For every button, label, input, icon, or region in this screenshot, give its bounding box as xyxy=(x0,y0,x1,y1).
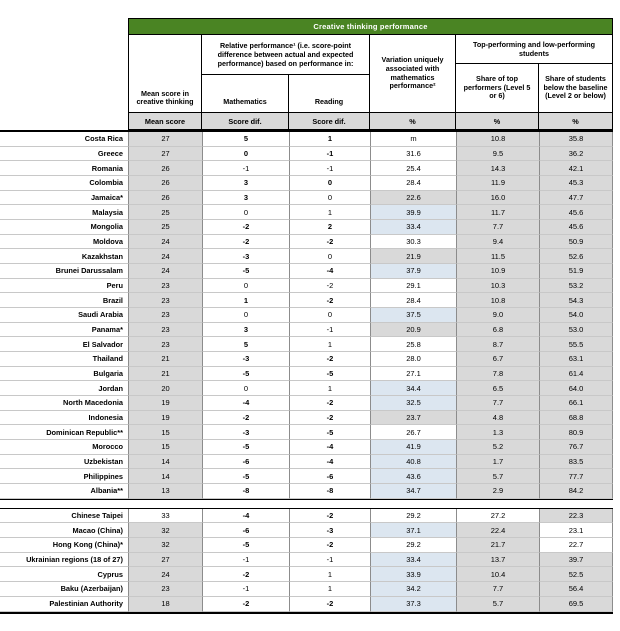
cell-top-share: 7.8 xyxy=(456,367,539,382)
cell-variation: 41.9 xyxy=(370,440,456,455)
cell-mean-score: 23 xyxy=(128,323,202,338)
cell-below-share: 23.1 xyxy=(539,523,613,538)
cell-below-share: 47.7 xyxy=(539,191,613,206)
cell-mean-score: 21 xyxy=(128,352,202,367)
cell-top-share: 5.7 xyxy=(456,597,539,612)
cell-variation: 34.2 xyxy=(370,582,456,597)
cell-math-dif: 5 xyxy=(202,337,289,352)
cell-reading-dif: 1 xyxy=(289,567,370,582)
cell-variation: 22.6 xyxy=(370,191,456,206)
header-relative-performance-label: Relative performance¹ (i.e. score-point difference between actual and expected performance) based on performance in: xyxy=(202,35,369,75)
table-row xyxy=(0,132,613,147)
cell-variation: 33.9 xyxy=(370,567,456,582)
cell-mean-score: 24 xyxy=(128,264,202,279)
cell-variation: 37.1 xyxy=(370,523,456,538)
cell-top-share: 1.3 xyxy=(456,425,539,440)
cell-variation: 39.9 xyxy=(370,205,456,220)
cell-math-dif: 0 xyxy=(202,147,289,162)
country-label: Moldova xyxy=(0,235,128,250)
cell-top-share: 6.8 xyxy=(456,323,539,338)
cell-reading-dif: -1 xyxy=(289,323,370,338)
cell-mean-score: 26 xyxy=(128,176,202,191)
country-label: Bulgaria xyxy=(0,367,128,382)
header-reading: Reading xyxy=(314,97,344,107)
cell-top-share: 11.5 xyxy=(456,249,539,264)
country-label: Mongolia xyxy=(0,220,128,235)
cell-math-dif: 0 xyxy=(202,308,289,323)
cell-below-share: 39.7 xyxy=(539,553,613,568)
cell-reading-dif: -8 xyxy=(289,484,370,499)
cell-math-dif: -8 xyxy=(202,484,289,499)
table-row xyxy=(0,235,613,250)
country-label: Uzbekistan xyxy=(0,455,128,470)
header-relative-performance-group xyxy=(202,35,370,112)
cell-mean-score: 23 xyxy=(128,293,202,308)
country-label: Hong Kong (China)* xyxy=(0,538,128,553)
cell-below-share: 66.1 xyxy=(539,396,613,411)
cell-below-share: 22.7 xyxy=(539,538,613,553)
cell-math-dif: -2 xyxy=(202,567,289,582)
cell-math-dif: -3 xyxy=(202,352,289,367)
cell-mean-score: 23 xyxy=(128,279,202,294)
cell-mean-score: 24 xyxy=(128,249,202,264)
cell-variation: 31.6 xyxy=(370,147,456,162)
country-label: Albania** xyxy=(0,484,128,499)
cell-variation: m xyxy=(370,132,456,147)
cell-mean-score: 14 xyxy=(128,455,202,470)
cell-mean-score: 15 xyxy=(128,425,202,440)
cell-variation: 28.4 xyxy=(370,293,456,308)
cell-top-share: 4.8 xyxy=(456,411,539,426)
table-row xyxy=(0,176,613,191)
cell-top-share: 10.4 xyxy=(456,567,539,582)
sub-header-percent-top: % xyxy=(456,113,539,129)
cell-mean-score: 19 xyxy=(128,411,202,426)
cell-variation: 27.1 xyxy=(370,367,456,382)
table-row xyxy=(0,469,613,484)
table-row xyxy=(0,352,613,367)
cell-variation: 21.9 xyxy=(370,249,456,264)
cell-top-share: 1.7 xyxy=(456,455,539,470)
cell-below-share: 63.1 xyxy=(539,352,613,367)
cell-variation: 43.6 xyxy=(370,469,456,484)
cell-reading-dif: -4 xyxy=(289,455,370,470)
data-table xyxy=(0,18,613,614)
cell-top-share: 10.3 xyxy=(456,279,539,294)
table-row xyxy=(0,205,613,220)
cell-math-dif: -5 xyxy=(202,264,289,279)
country-label: Malaysia xyxy=(0,205,128,220)
cell-below-share: 36.2 xyxy=(539,147,613,162)
cell-below-share: 45.3 xyxy=(539,176,613,191)
cell-variation: 25.8 xyxy=(370,337,456,352)
cell-math-dif: 3 xyxy=(202,191,289,206)
country-label: Costa Rica xyxy=(0,132,128,147)
cell-reading-dif: 0 xyxy=(289,191,370,206)
cell-top-share: 9.4 xyxy=(456,235,539,250)
cell-top-share: 6.7 xyxy=(456,352,539,367)
cell-below-share: 35.8 xyxy=(539,132,613,147)
cell-top-share: 10.9 xyxy=(456,264,539,279)
header-mathematics: Mathematics xyxy=(202,75,289,112)
sub-header-percent-below: % xyxy=(572,116,579,126)
cell-below-share: 54.0 xyxy=(539,308,613,323)
cell-reading-dif: -2 xyxy=(289,538,370,553)
country-label: Colombia xyxy=(0,176,128,191)
cell-mean-score: 32 xyxy=(128,523,202,538)
cell-below-share: 22.3 xyxy=(539,509,613,524)
cell-math-dif: -2 xyxy=(202,597,289,612)
cell-top-share: 13.7 xyxy=(456,553,539,568)
sub-header-score-dif-math: Score dif. xyxy=(202,113,289,129)
cell-below-share: 56.4 xyxy=(539,582,613,597)
table-row xyxy=(0,440,613,455)
cell-below-share: 80.9 xyxy=(539,425,613,440)
cell-variation: 34.7 xyxy=(370,484,456,499)
cell-math-dif: -2 xyxy=(202,220,289,235)
country-label: Macao (China) xyxy=(0,523,128,538)
country-label: Jordan xyxy=(0,381,128,396)
cell-math-dif: -1 xyxy=(202,582,289,597)
cell-mean-score: 21 xyxy=(128,367,202,382)
cell-variation: 37.9 xyxy=(370,264,456,279)
table-row xyxy=(0,220,613,235)
cell-mean-score: 20 xyxy=(128,381,202,396)
cell-variation: 20.9 xyxy=(370,323,456,338)
cell-reading-dif: -2 xyxy=(289,411,370,426)
country-label: Baku (Azerbaijan) xyxy=(0,582,128,597)
header-top-low-label: Top-performing and low-performing students xyxy=(456,35,612,64)
cell-math-dif: 0 xyxy=(202,381,289,396)
table-row xyxy=(0,553,613,568)
sub-header-score-dif-reading: Score dif. xyxy=(289,113,370,129)
cell-math-dif: -6 xyxy=(202,455,289,470)
cell-reading-dif: -1 xyxy=(289,147,370,162)
cell-reading-dif: -2 xyxy=(289,235,370,250)
cell-top-share: 7.7 xyxy=(456,220,539,235)
cell-top-share: 10.8 xyxy=(456,132,539,147)
header-top-low-group xyxy=(456,35,612,112)
header-mean-score: Mean score in creative thinking xyxy=(129,35,202,112)
table-row xyxy=(0,567,613,582)
cell-below-share: 53.0 xyxy=(539,323,613,338)
header-top-performers: Share of top performers (Level 5 or 6) xyxy=(456,64,539,112)
table-row xyxy=(0,293,613,308)
cell-mean-score: 19 xyxy=(128,396,202,411)
cell-reading-dif: 0 xyxy=(289,249,370,264)
cell-variation: 37.3 xyxy=(370,597,456,612)
group-separator xyxy=(0,499,613,509)
table-title: Creative thinking performance xyxy=(129,19,612,34)
cell-math-dif: -5 xyxy=(202,538,289,553)
country-label: Cyprus xyxy=(0,567,128,582)
cell-variation: 29.2 xyxy=(370,538,456,553)
cell-below-share: 68.8 xyxy=(539,411,613,426)
cell-reading-dif: -1 xyxy=(289,161,370,176)
country-label: Morocco xyxy=(0,440,128,455)
table-row xyxy=(0,484,613,499)
cell-mean-score: 27 xyxy=(128,132,202,147)
cell-top-share: 11.9 xyxy=(456,176,539,191)
country-label: Philippines xyxy=(0,469,128,484)
table-header xyxy=(128,18,613,130)
sub-header-row xyxy=(129,112,612,129)
cell-variation: 32.5 xyxy=(370,396,456,411)
cell-math-dif: 0 xyxy=(202,279,289,294)
cell-math-dif: -6 xyxy=(202,523,289,538)
cell-mean-score: 25 xyxy=(128,220,202,235)
cell-math-dif: 3 xyxy=(202,176,289,191)
cell-top-share: 27.2 xyxy=(456,509,539,524)
cell-variation: 40.8 xyxy=(370,455,456,470)
cell-reading-dif: 1 xyxy=(289,381,370,396)
cell-top-share: 11.7 xyxy=(456,205,539,220)
cell-top-share: 21.7 xyxy=(456,538,539,553)
country-label: Panama* xyxy=(0,323,128,338)
cell-reading-dif: 1 xyxy=(289,582,370,597)
cell-below-share: 64.0 xyxy=(539,381,613,396)
table-row xyxy=(0,455,613,470)
cell-below-share: 77.7 xyxy=(539,469,613,484)
cell-mean-score: 27 xyxy=(128,147,202,162)
cell-variation: 37.5 xyxy=(370,308,456,323)
cell-reading-dif: -5 xyxy=(289,425,370,440)
cell-below-share: 45.6 xyxy=(539,205,613,220)
table-row xyxy=(0,308,613,323)
country-label: Greece xyxy=(0,147,128,162)
cell-variation: 23.7 xyxy=(370,411,456,426)
cell-below-share: 53.2 xyxy=(539,279,613,294)
country-label: Ukrainian regions (18 of 27) xyxy=(0,553,128,568)
cell-math-dif: -4 xyxy=(202,396,289,411)
cell-below-share: 76.7 xyxy=(539,440,613,455)
cell-mean-score: 14 xyxy=(128,469,202,484)
table-row xyxy=(0,249,613,264)
cell-variation: 33.4 xyxy=(370,220,456,235)
table-row xyxy=(0,538,613,553)
cell-reading-dif: -2 xyxy=(289,279,370,294)
cell-below-share: 54.3 xyxy=(539,293,613,308)
table-row xyxy=(0,381,613,396)
cell-variation: 28.0 xyxy=(370,352,456,367)
table-row xyxy=(0,367,613,382)
country-label: Romania xyxy=(0,161,128,176)
cell-top-share: 8.7 xyxy=(456,337,539,352)
country-label: Brunei Darussalam xyxy=(0,264,128,279)
cell-mean-score: 23 xyxy=(128,337,202,352)
cell-mean-score: 26 xyxy=(128,191,202,206)
cell-mean-score: 18 xyxy=(128,597,202,612)
cell-mean-score: 24 xyxy=(128,567,202,582)
table-row xyxy=(0,147,613,162)
cell-math-dif: 0 xyxy=(202,205,289,220)
table-row xyxy=(0,161,613,176)
country-label: Indonesia xyxy=(0,411,128,426)
country-label: Jamaica* xyxy=(0,191,128,206)
cell-top-share: 6.5 xyxy=(456,381,539,396)
cell-reading-dif: -6 xyxy=(289,469,370,484)
cell-math-dif: -3 xyxy=(202,425,289,440)
table-row xyxy=(0,425,613,440)
table-row xyxy=(0,323,613,338)
cell-reading-dif: -2 xyxy=(289,509,370,524)
cell-math-dif: 1 xyxy=(202,293,289,308)
cell-math-dif: -3 xyxy=(202,249,289,264)
cell-math-dif: -2 xyxy=(202,235,289,250)
cell-top-share: 5.7 xyxy=(456,469,539,484)
sub-header-mean-score: Mean score xyxy=(129,113,202,129)
cell-math-dif: -4 xyxy=(202,509,289,524)
cell-mean-score: 23 xyxy=(128,582,202,597)
cell-top-share: 7.7 xyxy=(456,396,539,411)
cell-top-share: 22.4 xyxy=(456,523,539,538)
cell-math-dif: 5 xyxy=(202,132,289,147)
country-label: Thailand xyxy=(0,352,128,367)
cell-below-share: 45.6 xyxy=(539,220,613,235)
cell-mean-score: 24 xyxy=(128,235,202,250)
cell-reading-dif: 0 xyxy=(289,176,370,191)
cell-variation: 33.4 xyxy=(370,553,456,568)
cell-math-dif: -5 xyxy=(202,367,289,382)
cell-variation: 28.4 xyxy=(370,176,456,191)
cell-top-share: 14.3 xyxy=(456,161,539,176)
cell-below-share: 51.9 xyxy=(539,264,613,279)
table-row xyxy=(0,523,613,538)
cell-top-share: 2.9 xyxy=(456,484,539,499)
cell-variation: 29.1 xyxy=(370,279,456,294)
cell-variation: 30.3 xyxy=(370,235,456,250)
cell-reading-dif: -4 xyxy=(289,264,370,279)
cell-math-dif: -1 xyxy=(202,161,289,176)
cell-variation: 25.4 xyxy=(370,161,456,176)
cell-reading-dif: -2 xyxy=(289,293,370,308)
header-below-baseline: Share of students below the baseline (Level 2 or below) xyxy=(543,74,608,101)
country-label: Peru xyxy=(0,279,128,294)
cell-reading-dif: -2 xyxy=(289,352,370,367)
table-row xyxy=(0,191,613,206)
table-body xyxy=(0,130,613,614)
cell-math-dif: -2 xyxy=(202,411,289,426)
cell-top-share: 10.8 xyxy=(456,293,539,308)
cell-reading-dif: 1 xyxy=(289,205,370,220)
cell-reading-dif: -5 xyxy=(289,367,370,382)
country-label: Kazakhstan xyxy=(0,249,128,264)
cell-reading-dif: -4 xyxy=(289,440,370,455)
country-label: North Macedonia xyxy=(0,396,128,411)
cell-below-share: 61.4 xyxy=(539,367,613,382)
cell-below-share: 52.5 xyxy=(539,567,613,582)
cell-top-share: 16.0 xyxy=(456,191,539,206)
cell-math-dif: -1 xyxy=(202,553,289,568)
cell-below-share: 42.1 xyxy=(539,161,613,176)
cell-top-share: 7.7 xyxy=(456,582,539,597)
cell-mean-score: 27 xyxy=(128,553,202,568)
cell-reading-dif: 2 xyxy=(289,220,370,235)
cell-math-dif: 3 xyxy=(202,323,289,338)
country-label: Dominican Republic** xyxy=(0,425,128,440)
cell-below-share: 69.5 xyxy=(539,597,613,612)
country-label: Chinese Taipei xyxy=(0,509,128,524)
country-label: Saudi Arabia xyxy=(0,308,128,323)
cell-mean-score: 26 xyxy=(128,161,202,176)
country-label: El Salvador xyxy=(0,337,128,352)
cell-below-share: 50.9 xyxy=(539,235,613,250)
cell-top-share: 9.5 xyxy=(456,147,539,162)
cell-reading-dif: -2 xyxy=(289,396,370,411)
cell-reading-dif: -2 xyxy=(289,597,370,612)
table-row xyxy=(0,279,613,294)
cell-reading-dif: 0 xyxy=(289,308,370,323)
cell-mean-score: 15 xyxy=(128,440,202,455)
cell-below-share: 52.6 xyxy=(539,249,613,264)
cell-top-share: 9.0 xyxy=(456,308,539,323)
cell-mean-score: 32 xyxy=(128,538,202,553)
cell-below-share: 83.5 xyxy=(539,455,613,470)
cell-reading-dif: -3 xyxy=(289,523,370,538)
header-row xyxy=(129,34,612,112)
country-label: Palestinian Authority xyxy=(0,597,128,612)
table-row xyxy=(0,582,613,597)
table-row xyxy=(0,337,613,352)
sub-header-percent-variation: % xyxy=(370,113,456,129)
table-row xyxy=(0,396,613,411)
cell-math-dif: -5 xyxy=(202,469,289,484)
table-row xyxy=(0,509,613,524)
table-row xyxy=(0,264,613,279)
table-row xyxy=(0,597,613,612)
cell-below-share: 55.5 xyxy=(539,337,613,352)
cell-reading-dif: -1 xyxy=(289,553,370,568)
header-variation: Variation uniquely associated with mathematics performance² xyxy=(370,35,456,112)
cell-mean-score: 25 xyxy=(128,205,202,220)
cell-below-share: 84.2 xyxy=(539,484,613,499)
cell-mean-score: 23 xyxy=(128,308,202,323)
cell-mean-score: 33 xyxy=(128,509,202,524)
cell-mean-score: 13 xyxy=(128,484,202,499)
cell-reading-dif: 1 xyxy=(289,337,370,352)
cell-variation: 34.4 xyxy=(370,381,456,396)
country-label: Brazil xyxy=(0,293,128,308)
table-row xyxy=(0,411,613,426)
cell-variation: 29.2 xyxy=(370,509,456,524)
cell-variation: 26.7 xyxy=(370,425,456,440)
cell-reading-dif: 1 xyxy=(289,132,370,147)
cell-math-dif: -5 xyxy=(202,440,289,455)
cell-top-share: 5.2 xyxy=(456,440,539,455)
